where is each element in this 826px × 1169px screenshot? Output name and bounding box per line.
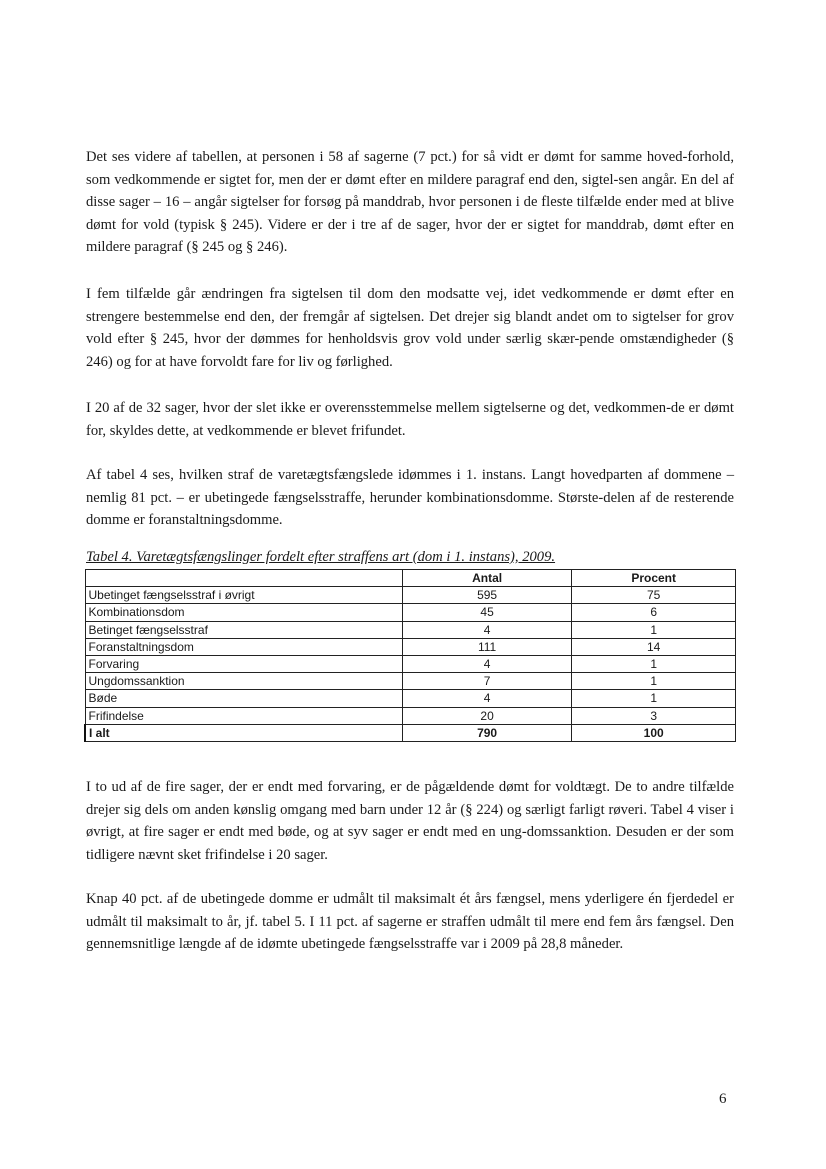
table-row — [85, 655, 736, 672]
table-total-row — [85, 724, 736, 741]
row-procent: 1 — [572, 621, 736, 638]
row-procent: 3 — [572, 707, 736, 724]
table-row — [85, 673, 736, 690]
header-label — [85, 570, 402, 587]
paragraph-5: I to ud af de fire sager, der er endt med forvaring, er de pågældende dømt for voldtægt. De to andre tilfælde drejer sig dels om anden kønslig omgang med barn under 12 år (§ 224) og særligt farligt røveri. Tabel 4 viser i øvrigt, at fire sager er endt med bøde, og at syv sager er endt med en ung-domssanktion. Desuden er der som tidligere nævnt sket frifindelse i 20 sager. — [86, 779, 734, 863]
row-label: Bøde — [85, 690, 402, 707]
row-antal: 595 — [402, 587, 572, 604]
header-procent: Procent — [572, 570, 736, 587]
header-antal: Antal — [402, 570, 572, 587]
total-label: I alt — [85, 724, 402, 741]
row-antal: 4 — [402, 690, 572, 707]
total-antal: 790 — [402, 724, 572, 741]
paragraph-1: Det ses videre af tabellen, at personen i 58 af sagerne (7 pct.) for så vidt er dømt for samme hoved-forhold, som vedkommende er sigtet for, men der er dømt efter en mildere paragraf end den, sigtel-sen angår. En del af disse sager – 16 – angår sigtelser for forsøg på manddrab, hvor personen i de fleste tilfælde ender med at blive dømt for vold (typisk § 245). Videre er der i tre af de sager, hvor der er sigtet for manddrab, dømt efter en mildere paragraf (§ 245 og § 246). — [86, 149, 734, 256]
row-procent: 1 — [572, 655, 736, 672]
table-row — [85, 690, 736, 707]
sentence-type-table — [84, 569, 736, 742]
row-antal: 7 — [402, 673, 572, 690]
row-antal: 4 — [402, 655, 572, 672]
row-label: Ungdomssanktion — [85, 673, 402, 690]
row-label: Betinget fængselsstraf — [85, 621, 402, 638]
table-header-row — [85, 570, 736, 587]
paragraph-3: I 20 af de 32 sager, hvor der slet ikke er overensstemmelse mellem sigtelserne og det, vedkommen-de er dømt for, skyldes dette, at vedkommende er blevet frifundet. — [86, 400, 734, 439]
table-row — [85, 604, 736, 621]
row-label: Forvaring — [85, 655, 402, 672]
row-procent: 75 — [572, 587, 736, 604]
page-number: 6 — [719, 1091, 727, 1107]
table-row — [85, 587, 736, 604]
table-row — [85, 638, 736, 655]
total-procent: 100 — [572, 724, 736, 741]
row-label: Frifindelse — [85, 707, 402, 724]
paragraph-4: Af tabel 4 ses, hvilken straf de varetægtsfængslede idømmes i 1. instans. Langt hovedparten af dommene – nemlig 81 pct. – er ubetingede fængselsstraffe, herunder kombinationsdomme. Største-delen af de resterende domme er foranstaltningsdomme. — [86, 467, 734, 529]
row-antal: 4 — [402, 621, 572, 638]
row-label: Foranstaltningsdom — [85, 638, 402, 655]
table-row — [85, 621, 736, 638]
row-procent: 1 — [572, 690, 736, 707]
row-label: Ubetinget fængselsstraf i øvrigt — [85, 587, 402, 604]
row-procent: 1 — [572, 673, 736, 690]
paragraph-6: Knap 40 pct. af de ubetingede domme er udmålt til maksimalt ét års fængsel, mens yderligere én fjerdedel er udmålt til maksimalt to år, jf. tabel 5. I 11 pct. af sagerne er straffen udmålt til mere end fem års fængsel. Den gennemsnitlige længde af de idømte ubetingede fængselsstraffe var i 2009 på 28,8 måneder. — [86, 891, 734, 953]
table-caption: Tabel 4. Varetægtsfængslinger fordelt efter straffens art (dom i 1. instans), 2009. — [86, 549, 556, 565]
row-procent: 6 — [572, 604, 736, 621]
row-antal: 20 — [402, 707, 572, 724]
row-procent: 14 — [572, 638, 736, 655]
row-label: Kombinationsdom — [85, 604, 402, 621]
paragraph-2: I fem tilfælde går ændringen fra sigtelsen til dom den modsatte vej, idet vedkommende er dømt efter en strengere bestemmelse end den, der fremgår af sigtelsen. Det drejer sig blandt andet om to sigtelser for grov vold efter § 245, hvor der dømmes for henholdsvis grov vold under særlig skær-pende omstændigheder (§ 246) og for at have forvoldt fare for liv og førlighed. — [86, 286, 734, 370]
row-antal: 45 — [402, 604, 572, 621]
row-antal: 111 — [402, 638, 572, 655]
table-row — [85, 707, 736, 724]
